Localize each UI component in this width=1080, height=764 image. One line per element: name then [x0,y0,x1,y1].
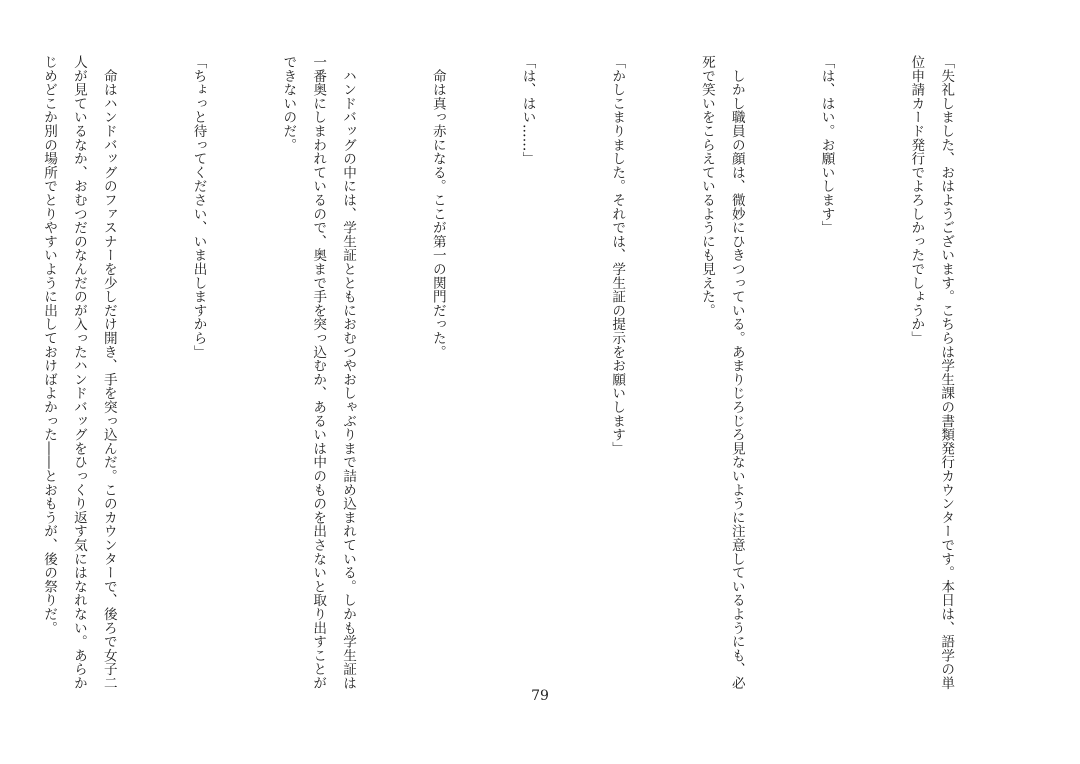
vertical-text-body [0,55,1020,695]
paragraph: 命はハンドバッグのファスナーを少しだけ開き、手を突っ込んだ。このカウンターで、後ろで女子二人が見ているなか、おむつだのなんだのが入ったハンドバッグをひっくり返す気にはなれない。あらかじめどこか別の場所でとりやすいように出しておけばよかった――とおもうが、後の祭りだ。 [41,55,117,690]
page-number: 79 [531,688,549,704]
paragraph: 「は、はい……」 [519,55,536,166]
paragraph: 命は真っ赤になる。ここが第一の関門だった。 [429,55,446,359]
paragraph: 「かしこまりました。それでは、学生証の提示をお願いします」 [609,55,626,456]
paragraph: しかし職員の顔は、微妙にひきつっている。あまりじろじろ見ないように注意しているようにも、必死で笑いをこらえているようにも見えた。 [698,55,745,690]
paragraph: 「は、はい。お願いします」 [818,55,835,235]
paragraph: ハンドバッグの中には、学生証とともにおむつやおしゃぶりまで詰め込まれている。しかも学生証は一番奥にしまわれているので、奥まで手を突っ込むか、あるいは中のものを出さないと取り出すことができないのだ。 [280,55,357,690]
paragraph: 「ちょっと待ってください、いま出しますから」 [190,55,207,359]
paragraph: 「失礼しました、おはようございます。こちらは学生課の書類発行カウンターです。本日は、語学の単位申請カード発行でよろしかったでしょうか」 [908,55,955,690]
